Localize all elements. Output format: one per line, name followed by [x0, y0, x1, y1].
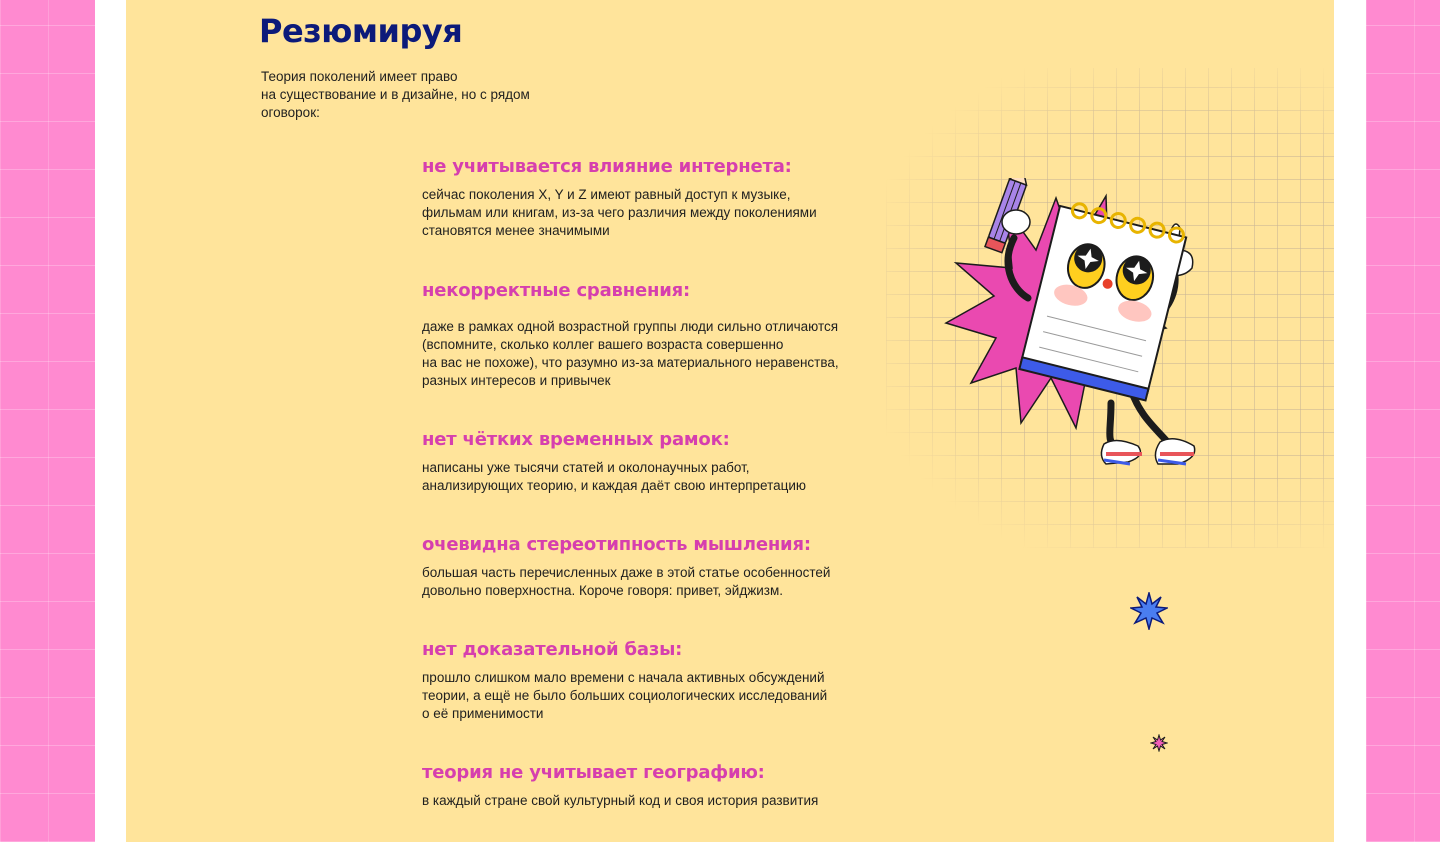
caveat-timeframes [422, 429, 882, 495]
caveat-line: довольно поверхностна. Короче говоря: привет, эйджизм. [422, 583, 783, 598]
caveat-text [422, 318, 882, 390]
caveat-line: разных интересов и привычек [422, 373, 611, 388]
caveat-line: анализирующих теорию, и каждая даёт свою интерпретацию [422, 478, 807, 493]
caveat-line: написаны уже тысячи статей и околонаучных работ, [422, 460, 750, 475]
caveat-line: о её применимости [422, 706, 544, 721]
intro-line: на существование и в дизайне, но с рядом [261, 87, 530, 102]
caveat-geography [422, 762, 882, 810]
caveat-heading: теория не учитывает географию: [422, 762, 765, 783]
article-content [126, 0, 1334, 842]
caveat-heading: не учитывается влияние интернета: [422, 156, 792, 177]
pink-star-icon [1150, 734, 1168, 752]
caveat-text [422, 459, 882, 495]
caveat-line: становятся менее значимыми [422, 223, 610, 238]
caveat-line: сейчас поколения X, Y и Z имеют равный доступ к музыке, [422, 187, 791, 202]
caveat-line: теории, а ещё не было больших социологических исследований [422, 688, 828, 703]
caveat-heading: очевидна стереотипность мышления: [422, 534, 811, 555]
notepad-mascot-illustration [916, 178, 1196, 478]
caveat-heading: нет чётких временных рамок: [422, 429, 730, 450]
caveat-text [422, 669, 882, 723]
left-pink-pattern [0, 0, 95, 842]
caveat-heading: некорректные сравнения: [422, 280, 690, 301]
caveat-text [422, 186, 882, 240]
intro-line: оговорок: [261, 105, 320, 120]
caveat-comparisons [422, 280, 882, 390]
caveat-text [422, 792, 882, 810]
caveat-line: фильмам или книгам, из-за чего различия между поколениями [422, 205, 817, 220]
caveat-line: прошло слишком мало времени с начала активных обсуждений [422, 670, 825, 685]
right-pink-pattern [1366, 0, 1440, 842]
caveat-line: на вас не похоже), что разумно из-за материального неравенства, [422, 355, 839, 370]
caveat-text [422, 564, 882, 600]
intro-line: Теория поколений имеет право [261, 69, 458, 84]
caveat-line: в каждый стране свой культурный код и своя история развития [422, 793, 819, 808]
caveat-stereotypes [422, 534, 882, 600]
caveat-heading: нет доказательной базы: [422, 639, 683, 660]
caveat-evidence [422, 639, 882, 723]
section-title: Резюмируя [259, 12, 463, 50]
caveat-line: (вспомните, сколько коллег вашего возраста совершенно [422, 337, 784, 352]
blue-star-icon [1130, 592, 1168, 630]
intro-text [261, 68, 561, 122]
caveat-internet [422, 156, 882, 240]
caveat-line: большая часть перечисленных даже в этой статье особенностей [422, 565, 831, 580]
caveat-line: даже в рамках одной возрастной группы люди сильно отличаются [422, 319, 839, 334]
